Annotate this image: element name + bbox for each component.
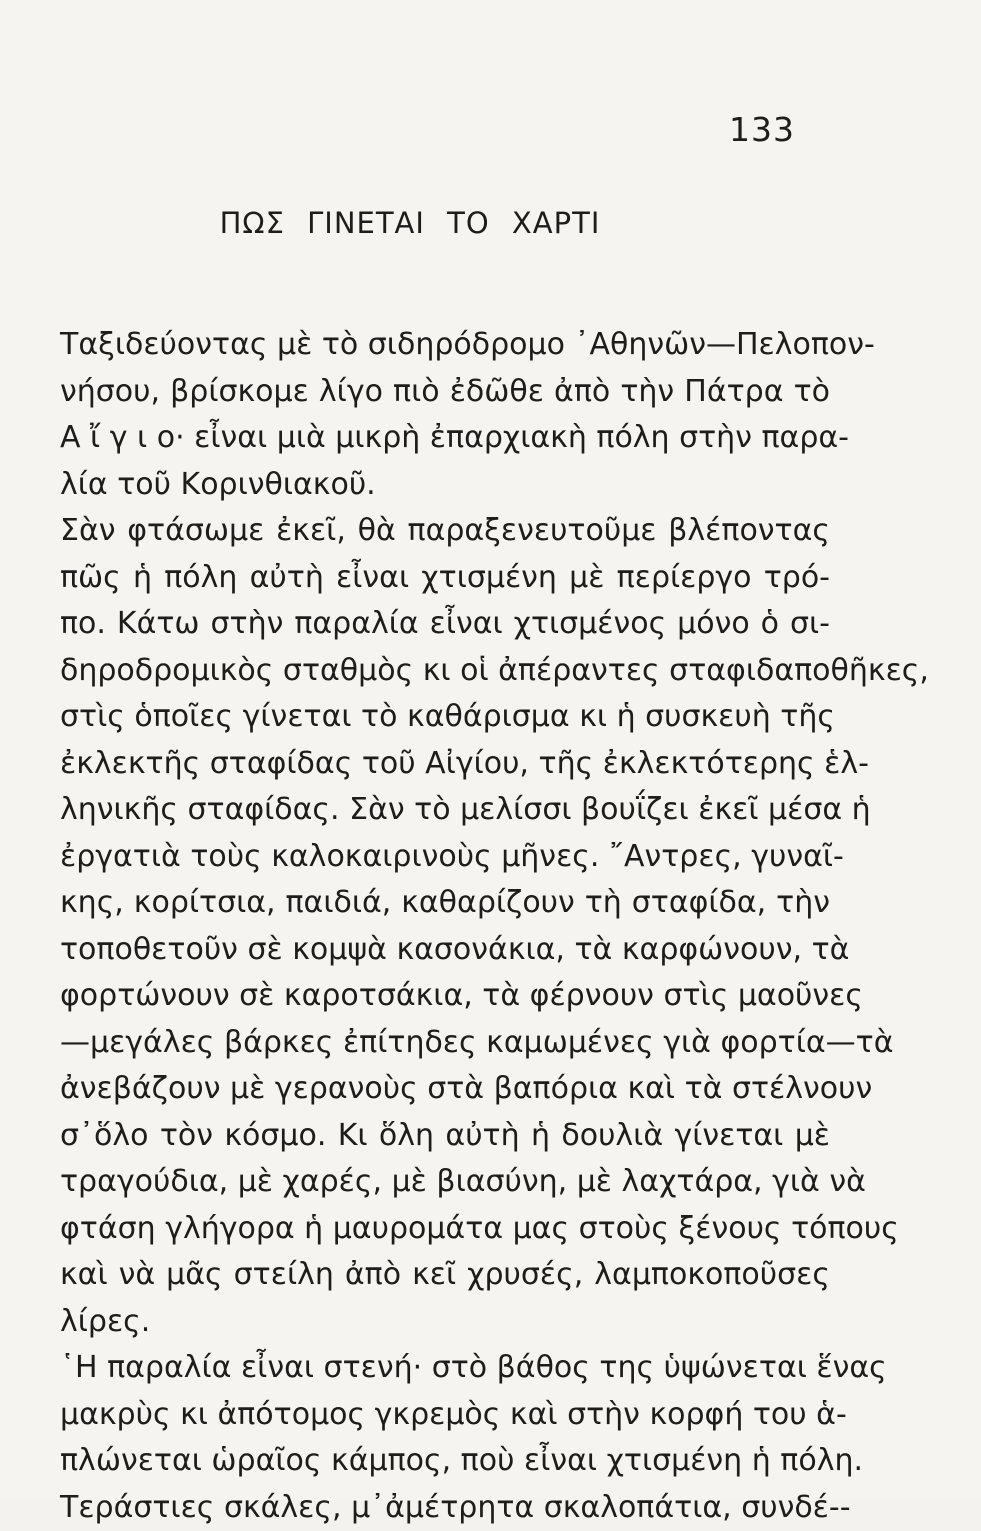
text-line: καὶ νὰ μᾶς στείλη ἀπὸ κεῖ χρυσές, λαμποκοποῦσες	[60, 1252, 830, 1299]
chapter-title: ΠΩΣ ΓΙΝΕΤΑΙ ΤΟ ΧΑΡΤΙ	[0, 206, 820, 240]
text-line: κης, κορίτσια, παιδιά, καθαρίζουν τὴ σταφίδα, τὴν	[60, 880, 830, 927]
text-line: μακρὺς κι ἀπότομος γκρεμὸς καὶ στὴν κορφή του ἁ-	[60, 1392, 830, 1439]
text-line: ἐργατιὰ τοὺς καλοκαιρινοὺς μῆνες. ῎Αντρες, γυναῖ-	[60, 834, 830, 881]
text-line: σ᾿ὅλο τὸν κόσμο. Κι ὅλη αὐτὴ ἡ δουλιὰ γίνεται μὲ	[60, 1113, 830, 1160]
text-line: φορτώνουν σὲ καροτσάκια, τὰ φέρνουν στὶς μαοῦνες	[60, 973, 830, 1020]
page-number: 133	[729, 110, 795, 149]
text-line: λίρες.	[60, 1299, 830, 1346]
text-line: δηροδρομικὸς σταθμὸς κι οἱ ἀπέραντες σταφιδαποθῆκες,	[60, 648, 830, 695]
text-line: —μεγάλες βάρκες ἐπίτηδες καμωμένες γιὰ φορτία—τὰ	[60, 1020, 830, 1067]
text-line: πλώνεται ὡραῖος κάμπος, ποὺ εἶναι χτισμένη ἡ πόλη.	[60, 1438, 830, 1485]
text-line: Σὰν φτάσωμε ἐκεῖ, θὰ παραξενευτοῦμε βλέποντας	[60, 508, 830, 555]
text-line: λία τοῦ Κορινθιακοῦ.	[60, 462, 830, 509]
text-line: πῶς ἡ πόλη αὐτὴ εἶναι χτισμένη μὲ περίεργο τρό-	[60, 555, 830, 602]
text-line: τραγούδια, μὲ χαρές, μὲ βιασύνη, μὲ λαχτάρα, γιὰ νὰ	[60, 1159, 830, 1206]
text-line: ῾Η παραλία εἶναι στενή· στὸ βάθος της ὑψώνεται ἕνας	[60, 1345, 830, 1392]
text-line: ἐκλεκτῆς σταφίδας τοῦ Αἰγίου, τῆς ἐκλεκτότερης ἑλ-	[60, 741, 830, 788]
text-line: στὶς ὁποῖες γίνεται τὸ καθάρισμα κι ἡ συσκευὴ τῆς	[60, 694, 830, 741]
text-line: Ταξιδεύοντας μὲ τὸ σιδηρόδρομο ᾿Αθηνῶν—Πελοπον-	[60, 322, 830, 369]
text-line: νήσου, βρίσκομε λίγο πιὸ ἐδῶθε ἀπὸ τὴν Πάτρα τὸ	[60, 369, 830, 416]
text-line: φτάση γλήγορα ἡ μαυρομάτα μας στοὺς ξένους τόπους	[60, 1206, 830, 1253]
text-line: τοποθετοῦν σὲ κομψὰ κασονάκια, τὰ καρφώνουν, τὰ	[60, 927, 830, 974]
text-line: ληνικῆς σταφίδας. Σὰν τὸ μελίσσι βουΐζει ἐκεῖ μέσα ἡ	[60, 787, 830, 834]
text-line: ἀνεβάζουν μὲ γερανοὺς στὰ βαπόρια καὶ τὰ στέλνουν	[60, 1066, 830, 1113]
text-line: Τεράστιες σκάλες, μ᾿ἀμέτρητα σκαλοπάτια, συνδέ--	[60, 1485, 830, 1531]
text-line: πο. Κάτω στὴν παραλία εἶναι χτισμένος μόνο ὁ σι-	[60, 601, 830, 648]
text-line: Α ἴ γ ι ο· εἶναι μιὰ μικρὴ ἐπαρχιακὴ πόλη στὴν παρα-	[60, 415, 830, 462]
body-text	[60, 322, 830, 1531]
